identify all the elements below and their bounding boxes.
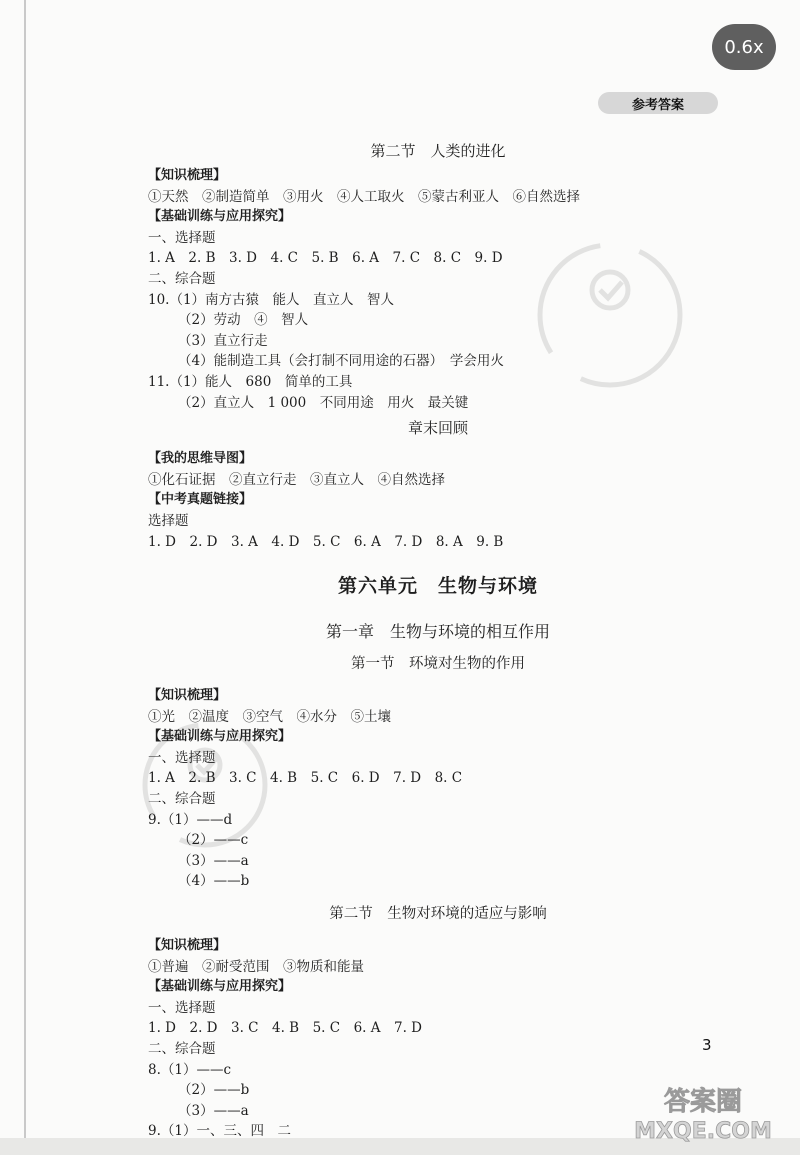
answer-line: 9.（1）一、三、四 二 xyxy=(148,1123,291,1140)
practice-heading: 【基础训练与应用探究】 xyxy=(148,729,292,745)
knowledge-heading: 【知识梳理】 xyxy=(148,938,227,954)
answer-line: （4）能制造工具（会打制不同用途的石器） 学会用火 xyxy=(178,353,504,370)
choice-heading: 一、选择题 xyxy=(148,749,216,766)
knowledge-heading: 【知识梳理】 xyxy=(148,688,227,704)
choice-answers: 1. D 2. D 3. C 4. B 5. C 6. A 7. D xyxy=(148,1020,423,1037)
choice-heading: 一、选择题 xyxy=(148,999,216,1016)
comprehensive-heading: 二、综合题 xyxy=(148,270,216,287)
answer-content xyxy=(148,136,728,1142)
knowledge-answers: ①光 ②温度 ③空气 ④水分 ⑤土壤 xyxy=(148,708,391,725)
site-logo-text: MXQE.COM xyxy=(634,1119,772,1144)
answer-key-tab: 参考答案 xyxy=(598,92,718,114)
answer-line: （3）——a xyxy=(178,1102,249,1119)
knowledge-heading: 【知识梳理】 xyxy=(148,168,227,183)
review-title: 章末回顾 xyxy=(407,419,468,438)
site-logo-chars: 答案圈 xyxy=(663,1087,743,1117)
choice-heading: 一、选择题 xyxy=(148,229,216,246)
knowledge-answers: ①天然 ②制造简单 ③用火 ④人工取火 ⑤蒙古利亚人 ⑥自然选择 xyxy=(148,188,580,205)
answer-line: （4）——b xyxy=(178,873,250,890)
page-spine-line xyxy=(24,0,26,1155)
answer-line: 11.（1）能人 680 简单的工具 xyxy=(148,373,353,390)
answer-line: （2）直立人 1 000 不同用途 用火 最关键 xyxy=(178,394,469,411)
section-title: 第一节 环境对生物的作用 xyxy=(351,656,525,673)
zoom-level-badge[interactable]: 0.6x xyxy=(712,24,776,70)
answer-line: （2）——b xyxy=(178,1082,250,1099)
choice-answers: 1. A 2. B 3. D 4. C 5. B 6. A 7. C 8. C 9. D xyxy=(148,250,503,267)
choice-heading: 选择题 xyxy=(148,512,189,529)
knowledge-answers: ①普遍 ②耐受范围 ③物质和能量 xyxy=(148,958,364,975)
answer-line: 9.（1）——d xyxy=(148,811,233,828)
choice-answers: 1. A 2. B 3. C 4. B 5. C 6. D 7. D 8. C xyxy=(148,770,463,787)
practice-heading: 【基础训练与应用探究】 xyxy=(148,209,292,225)
unit-title: 第六单元 生物与环境 xyxy=(337,575,538,598)
chapter-title: 第一章 生物与环境的相互作用 xyxy=(325,622,550,642)
answer-line: （3）直立行走 xyxy=(178,332,268,349)
answer-line: 10.（1）南方古猿 能人 直立人 智人 xyxy=(148,291,395,308)
comprehensive-heading: 二、综合题 xyxy=(148,1041,216,1057)
answer-line: （3）——a xyxy=(178,852,249,869)
choice-answers: 1. D 2. D 3. A 4. D 5. C 6. A 7. D 8. A 9. B xyxy=(148,533,504,550)
section-title: 第二节 人类的进化 xyxy=(370,142,506,160)
answer-line: 8.（1）——c xyxy=(148,1061,232,1078)
mind-map-answers: ①化石证据 ②直立行走 ③直立人 ④自然选择 xyxy=(148,471,445,488)
practice-heading: 【基础训练与应用探究】 xyxy=(148,979,292,995)
comprehensive-heading: 二、综合题 xyxy=(148,791,216,808)
mind-map-heading: 【我的思维导图】 xyxy=(148,451,253,467)
site-logo-icon xyxy=(618,1082,788,1144)
page-number: 3 xyxy=(702,1036,712,1054)
answer-line: （2）——c xyxy=(178,832,249,849)
section-title: 第二节 生物对环境的适应与影响 xyxy=(329,906,547,923)
exam-link-heading: 【中考真题链接】 xyxy=(148,492,253,508)
answer-line: （2）劳动 ④ 智人 xyxy=(178,312,309,329)
